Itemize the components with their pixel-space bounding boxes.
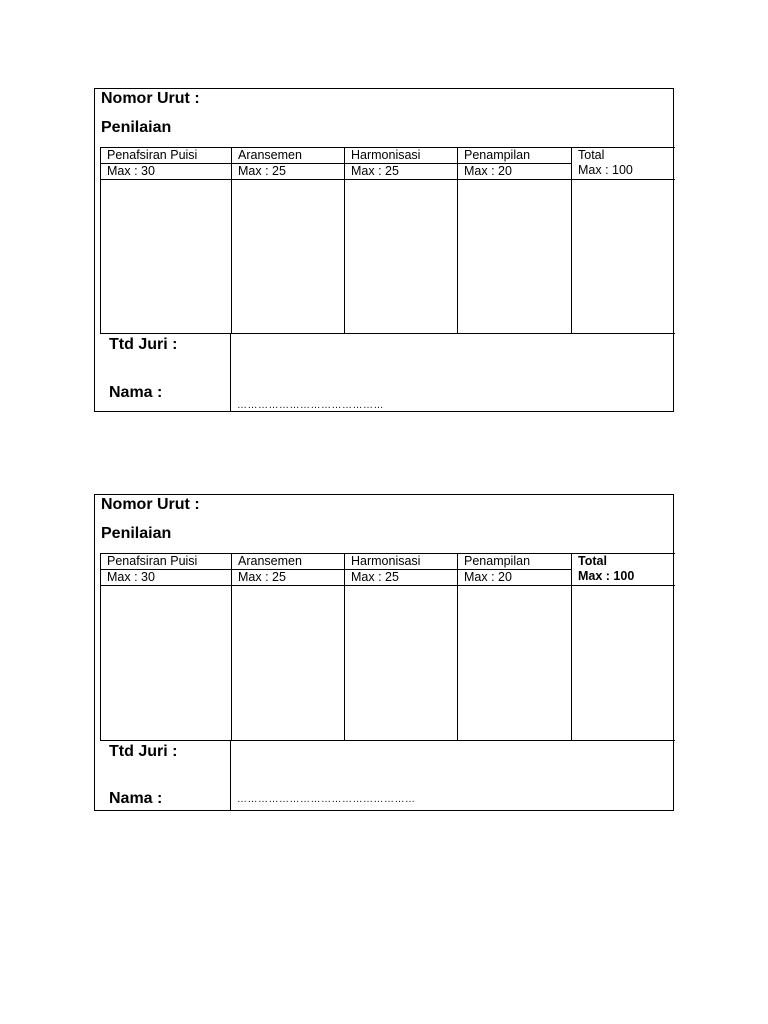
criteria-max: Max : 25 (238, 164, 286, 178)
criteria-row (101, 554, 675, 586)
score-entry-cell[interactable] (458, 180, 572, 334)
score-entry-cell[interactable] (345, 180, 458, 334)
criteria-cell (345, 148, 458, 180)
score-card-1 (94, 88, 674, 412)
score-entry-cell[interactable] (232, 586, 345, 741)
criteria-max: Max : 30 (107, 570, 155, 584)
criteria-name: Aransemen (232, 554, 344, 570)
criteria-name: Penampilan (458, 148, 571, 164)
card-header (95, 495, 673, 553)
ttd-juri-label: Ttd Juri : (109, 336, 178, 353)
nomor-urut-label: Nomor Urut : (101, 90, 200, 107)
criteria-cell-total (572, 554, 675, 586)
score-entry-cell[interactable] (101, 180, 232, 334)
nama-label: Nama : (109, 384, 163, 401)
signature-labels (100, 741, 231, 811)
penilaian-label: Penilaian (101, 119, 172, 136)
signature-dotted-line: …………………………………… (237, 400, 384, 411)
criteria-cell (458, 148, 572, 180)
criteria-max: Max : 30 (107, 164, 155, 178)
criteria-name: Harmonisasi (345, 554, 457, 570)
signature-section (100, 334, 673, 411)
criteria-cell (101, 554, 232, 586)
criteria-cell (458, 554, 572, 586)
criteria-name: Total (578, 554, 607, 568)
criteria-max: Max : 25 (351, 570, 399, 584)
score-entry-cell[interactable] (458, 586, 572, 741)
criteria-max: Max : 20 (464, 164, 512, 178)
score-entry-cell-total[interactable] (572, 180, 675, 334)
score-entry-cell[interactable] (232, 180, 345, 334)
nomor-urut-label: Nomor Urut : (101, 496, 200, 513)
criteria-cell (101, 148, 232, 180)
signature-labels (100, 334, 231, 411)
score-table (100, 147, 675, 334)
criteria-name: Harmonisasi (345, 148, 457, 164)
score-entry-cell-total[interactable] (572, 586, 675, 741)
signature-area[interactable] (231, 741, 673, 811)
signature-area[interactable] (231, 334, 673, 411)
score-entry-cell[interactable] (345, 586, 458, 741)
ttd-juri-label: Ttd Juri : (109, 743, 178, 760)
criteria-name: Aransemen (232, 148, 344, 164)
criteria-max: Max : 100 (578, 569, 635, 583)
score-entry-row (101, 586, 675, 741)
penilaian-label: Penilaian (101, 525, 172, 542)
criteria-max: Max : 25 (351, 164, 399, 178)
score-card-2 (94, 494, 674, 811)
criteria-cell (232, 554, 345, 586)
criteria-cell (232, 148, 345, 180)
score-table (100, 553, 675, 741)
signature-section (100, 741, 673, 811)
criteria-cell (345, 554, 458, 586)
score-entry-cell[interactable] (101, 586, 232, 741)
nama-label: Nama : (109, 790, 163, 807)
criteria-name: Total (578, 148, 605, 162)
criteria-name: Penampilan (458, 554, 571, 570)
signature-dotted-line: …………………………………………… (237, 794, 416, 805)
criteria-name: Penafsiran Puisi (101, 148, 231, 164)
criteria-cell-total (572, 148, 675, 180)
card-header (95, 89, 673, 147)
criteria-name: Penafsiran Puisi (101, 554, 231, 570)
criteria-row (101, 148, 675, 180)
criteria-max: Max : 20 (464, 570, 512, 584)
score-entry-row (101, 180, 675, 334)
criteria-max: Max : 25 (238, 570, 286, 584)
criteria-max: Max : 100 (578, 163, 633, 177)
